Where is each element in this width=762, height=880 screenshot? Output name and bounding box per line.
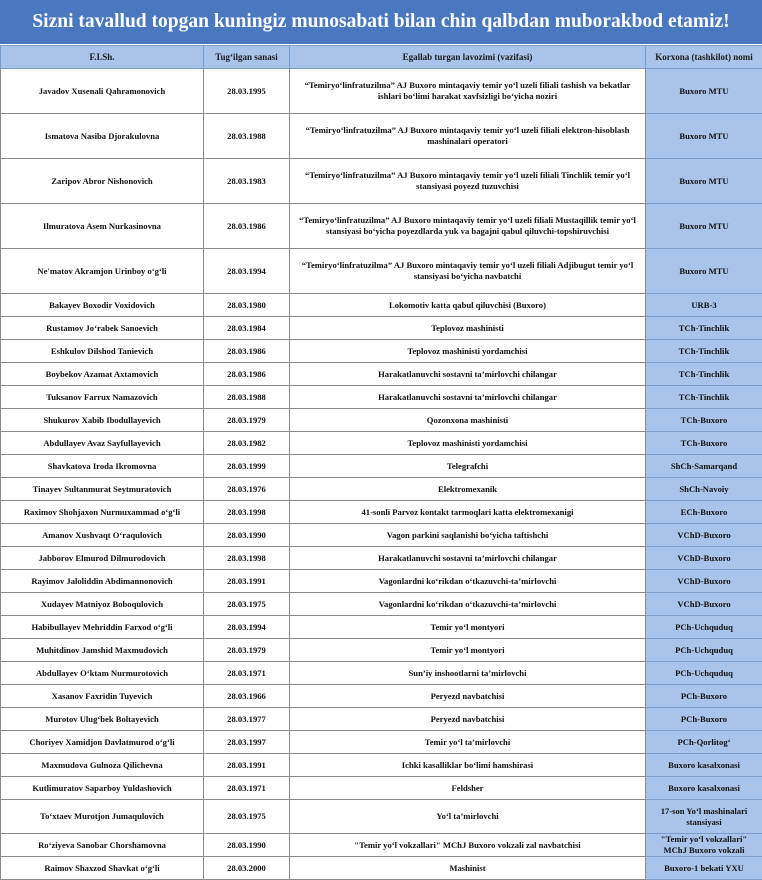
person-name-cell: Amanov Xushvaqt O‘raqulovich — [1, 524, 204, 547]
position-cell: Elektromexanik — [290, 478, 646, 501]
position-cell: Vagonlardni ko‘rikdan o‘tkazuvchi-ta’mirlovchi — [290, 570, 646, 593]
table-row — [1, 754, 762, 777]
greeting-banner — [0, 0, 762, 45]
organization-cell: ShCh-Navoiy — [646, 478, 762, 501]
table-row — [1, 69, 762, 114]
position-cell: Harakatlanuvchi sostavni ta’mirlovchi chilangar — [290, 386, 646, 409]
person-name-cell: Ne'matov Akramjon Urinboy o‘g‘li — [1, 249, 204, 294]
person-name-cell: Shavkatova Iroda Ikromovna — [1, 455, 204, 478]
person-name-cell: Zaripov Abror Nishonovich — [1, 159, 204, 204]
organization-cell: TCh-Buxoro — [646, 409, 762, 432]
position-cell: “Temiryo‘linfratuzilma” AJ Buxoro mintaqaviy temir yo‘l uzeli filiali elektron-hisoblash mashinalari operatori — [290, 114, 646, 159]
table-row — [1, 834, 762, 857]
person-name-cell: Murotov Ulug‘bek Boltayevich — [1, 708, 204, 731]
birth-date-cell: 28.03.1999 — [204, 455, 290, 478]
table-row — [1, 294, 762, 317]
organization-cell: PCh-Qorlitog‘ — [646, 731, 762, 754]
organization-cell: TCh-Tinchlik — [646, 317, 762, 340]
organization-cell: PCh-Uchquduq — [646, 616, 762, 639]
table-row — [1, 731, 762, 754]
organization-cell: Buxoro MTU — [646, 69, 762, 114]
position-cell: Vagon parkini saqlanishi bo‘yicha taftishchi — [290, 524, 646, 547]
position-cell: Peryezd navbatchisi — [290, 685, 646, 708]
organization-cell: PCh-Buxoro — [646, 708, 762, 731]
position-cell: Temir yo‘l ta’mirlovchi — [290, 731, 646, 754]
position-cell: Harakatlanuvchi sostavni ta’mirlovchi chilangar — [290, 363, 646, 386]
position-cell: Lokomotiv katta qabul qiluvchisi (Buxoro) — [290, 294, 646, 317]
table-row — [1, 317, 762, 340]
table-row — [1, 708, 762, 731]
person-name-cell: Ismatova Nasiba Djorakulovna — [1, 114, 204, 159]
banner-title: Sizni tavallud topgan kuningiz munosabati bilan chin qalbdan muborakbod etamiz! — [32, 11, 729, 33]
position-cell: “Temiryo‘linfratuzilma” AJ Buxoro mintaqaviy temir yo‘l uzeli filiali tashish va bekatlar ishlari bo‘limi harakat xavfsizligi bo‘yicha noziri — [290, 69, 646, 114]
person-name-cell: Raximov Shohjaxon Nurmuxammad o‘g‘li — [1, 501, 204, 524]
position-cell: Harakatlanuvchi sostavni ta’mirlovchi chilangar — [290, 547, 646, 570]
organization-cell: TCh-Tinchlik — [646, 386, 762, 409]
table-row — [1, 800, 762, 834]
birth-date-cell: 28.03.1980 — [204, 294, 290, 317]
birth-date-cell: 28.03.1984 — [204, 317, 290, 340]
table-row — [1, 114, 762, 159]
table-header-row — [1, 46, 762, 69]
table-row — [1, 777, 762, 800]
table-row — [1, 478, 762, 501]
table-row — [1, 340, 762, 363]
organization-cell: "Temir yo‘l vokzallari" MChJ Buxoro vokzali — [646, 834, 762, 857]
person-name-cell: Javadov Xusenali Qahramonovich — [1, 69, 204, 114]
table-row — [1, 685, 762, 708]
table-row — [1, 616, 762, 639]
birth-date-cell: 28.03.1991 — [204, 570, 290, 593]
organization-cell: Buxoro MTU — [646, 159, 762, 204]
birth-date-cell: 28.03.1994 — [204, 249, 290, 294]
birth-date-cell: 28.03.1998 — [204, 501, 290, 524]
position-cell: Peryezd navbatchisi — [290, 708, 646, 731]
organization-cell: URB-3 — [646, 294, 762, 317]
person-name-cell: Muhitdinov Jamshid Maxmudovich — [1, 639, 204, 662]
person-name-cell: Xasanov Faxridin Tuyevich — [1, 685, 204, 708]
organization-cell: VChD-Buxoro — [646, 547, 762, 570]
birth-date-cell: 28.03.1991 — [204, 754, 290, 777]
table-body — [1, 69, 762, 880]
person-name-cell: Choriyev Xamidjon Davlatmurod o‘g‘li — [1, 731, 204, 754]
position-cell: "Temir yo‘l vokzallari" MChJ Buxoro vokzali zal navbatchisi — [290, 834, 646, 857]
organization-cell: Buxoro kasalxonasi — [646, 754, 762, 777]
header-position: Egallab turgan lavozimi (vazifasi) — [290, 46, 646, 69]
person-name-cell: Shukurov Xabib Ibodullayevich — [1, 409, 204, 432]
birth-date-cell: 28.03.1971 — [204, 777, 290, 800]
organization-cell: TCh-Tinchlik — [646, 363, 762, 386]
position-cell: Teplovoz mashinisti — [290, 317, 646, 340]
person-name-cell: Abdullayev Avaz Sayfullayevich — [1, 432, 204, 455]
organization-cell: TCh-Buxoro — [646, 432, 762, 455]
organization-cell: Buxoro MTU — [646, 114, 762, 159]
person-name-cell: Bakayev Boxodir Voxidovich — [1, 294, 204, 317]
organization-cell: Buxoro MTU — [646, 204, 762, 249]
birth-date-cell: 28.03.1971 — [204, 662, 290, 685]
birth-date-cell: 28.03.1975 — [204, 800, 290, 834]
person-name-cell: Rayimov Jaloliddin Abdimannonovich — [1, 570, 204, 593]
birth-date-cell: 28.03.1986 — [204, 204, 290, 249]
person-name-cell: Ro‘ziyeva Sanobar Chorshamovna — [1, 834, 204, 857]
table-row — [1, 570, 762, 593]
position-cell: Telegrafchi — [290, 455, 646, 478]
person-name-cell: Rustamov Jo‘rabek Sanoevich — [1, 317, 204, 340]
position-cell: Feldsher — [290, 777, 646, 800]
person-name-cell: Xudayev Matniyoz Boboqulovich — [1, 593, 204, 616]
birth-date-cell: 28.03.1990 — [204, 834, 290, 857]
header-organization: Korxona (tashkilot) nomi — [646, 46, 762, 69]
organization-cell: PCh-Buxoro — [646, 685, 762, 708]
birth-date-cell: 28.03.1986 — [204, 363, 290, 386]
position-cell: Sun’iy inshootlarni ta’mirlovchi — [290, 662, 646, 685]
person-name-cell: Tinayev Sultanmurat Seytmuratovich — [1, 478, 204, 501]
position-cell: “Temiryo‘linfratuzilma” AJ Buxoro mintaqaviy temir yo‘l uzeli filiali Tinchlik temir yo‘l stansiyasi poyezd tuzuvchisi — [290, 159, 646, 204]
birth-date-cell: 28.03.1988 — [204, 114, 290, 159]
birth-date-cell: 28.03.1988 — [204, 386, 290, 409]
position-cell: “Temiryo‘linfratuzilma” AJ Buxoro mintaqaviy temir yo‘l uzeli filiali Adjibugut temir yo‘l stansiyasi bo‘yicha navbatchi — [290, 249, 646, 294]
birth-date-cell: 28.03.1986 — [204, 340, 290, 363]
birth-date-cell: 28.03.1979 — [204, 409, 290, 432]
person-name-cell: Abdullayev O‘ktam Nurmurotovich — [1, 662, 204, 685]
person-name-cell: Boybekov Azamat Axtamovich — [1, 363, 204, 386]
person-name-cell: Eshkulov Dilshod Tanievich — [1, 340, 204, 363]
person-name-cell: Raimov Shaxzod Shavkat o‘g‘li — [1, 857, 204, 880]
position-cell: Qozonxona mashinisti — [290, 409, 646, 432]
position-cell: Teplovoz mashinisti yordamchisi — [290, 432, 646, 455]
table-row — [1, 249, 762, 294]
person-name-cell: Habibullayev Mehriddin Farxod o‘g‘li — [1, 616, 204, 639]
person-name-cell: Maxmudova Gulnoza Qilichevna — [1, 754, 204, 777]
position-cell: Temir yo‘l montyori — [290, 639, 646, 662]
person-name-cell: Jabborov Elmurod Dilmurodovich — [1, 547, 204, 570]
position-cell: 41-sonli Parvoz kontakt tarmoqlari katta elektromexanigi — [290, 501, 646, 524]
person-name-cell: To‘xtaev Murotjon Jumaqulovich — [1, 800, 204, 834]
table-row — [1, 363, 762, 386]
position-cell: “Temiryo‘linfratuzilma” AJ Buxoro mintaqaviy temir yo‘l uzeli filiali Mustaqillik temir yo‘l stansiyasi bo‘yicha poyezdlarda yuk va bagajni qabul qiluvchi-topshiruvchisi — [290, 204, 646, 249]
position-cell: Temir yo‘l montyori — [290, 616, 646, 639]
table-row — [1, 593, 762, 616]
birth-date-cell: 28.03.1982 — [204, 432, 290, 455]
organization-cell: VChD-Buxoro — [646, 524, 762, 547]
table-row — [1, 432, 762, 455]
birth-date-cell: 28.03.1997 — [204, 731, 290, 754]
position-cell: Yo‘l ta’mirlovchi — [290, 800, 646, 834]
table-row — [1, 524, 762, 547]
organization-cell: 17-son Yo‘l mashinalari stansiyasi — [646, 800, 762, 834]
person-name-cell: Tuksanov Farrux Namazovich — [1, 386, 204, 409]
position-cell: Ichki kasalliklar bo‘limi hamshirasi — [290, 754, 646, 777]
table-row — [1, 501, 762, 524]
table-row — [1, 204, 762, 249]
table-row — [1, 547, 762, 570]
organization-cell: VChD-Buxoro — [646, 570, 762, 593]
birth-date-cell: 28.03.2000 — [204, 857, 290, 880]
table-row — [1, 662, 762, 685]
birth-date-cell: 28.03.1983 — [204, 159, 290, 204]
organization-cell: PCh-Uchquduq — [646, 662, 762, 685]
birth-date-cell: 28.03.1977 — [204, 708, 290, 731]
organization-cell: Buxoro kasalxonasi — [646, 777, 762, 800]
organization-cell: VChD-Buxoro — [646, 593, 762, 616]
table-row — [1, 159, 762, 204]
person-name-cell: Kutlimuratov Saparboy Yuldashovich — [1, 777, 204, 800]
position-cell: Vagonlardni ko‘rikdan o‘tkazuvchi-ta’mirlovchi — [290, 593, 646, 616]
organization-cell: Buxoro MTU — [646, 249, 762, 294]
birth-date-cell: 28.03.1975 — [204, 593, 290, 616]
organization-cell: ShCh-Samarqand — [646, 455, 762, 478]
birth-date-cell: 28.03.1979 — [204, 639, 290, 662]
birth-date-cell: 28.03.1976 — [204, 478, 290, 501]
birth-date-cell: 28.03.1994 — [204, 616, 290, 639]
birth-date-cell: 28.03.1966 — [204, 685, 290, 708]
birthday-table — [0, 45, 762, 880]
birth-date-cell: 28.03.1990 — [204, 524, 290, 547]
organization-cell: Buxoro-1 bekati YXU — [646, 857, 762, 880]
person-name-cell: Ilmuratova Asem Nurkasinovna — [1, 204, 204, 249]
table-row — [1, 857, 762, 880]
position-cell: Teplovoz mashinisti yordamchisi — [290, 340, 646, 363]
table-row — [1, 455, 762, 478]
table-row — [1, 639, 762, 662]
table-row — [1, 386, 762, 409]
header-full-name: F.I.Sh. — [1, 46, 204, 69]
organization-cell: TCh-Tinchlik — [646, 340, 762, 363]
table-row — [1, 409, 762, 432]
header-birth-date: Tug‘ilgan sanasi — [204, 46, 290, 69]
position-cell: Mashinist — [290, 857, 646, 880]
birth-date-cell: 28.03.1998 — [204, 547, 290, 570]
organization-cell: PCh-Uchquduq — [646, 639, 762, 662]
birth-date-cell: 28.03.1995 — [204, 69, 290, 114]
organization-cell: ECh-Buxoro — [646, 501, 762, 524]
